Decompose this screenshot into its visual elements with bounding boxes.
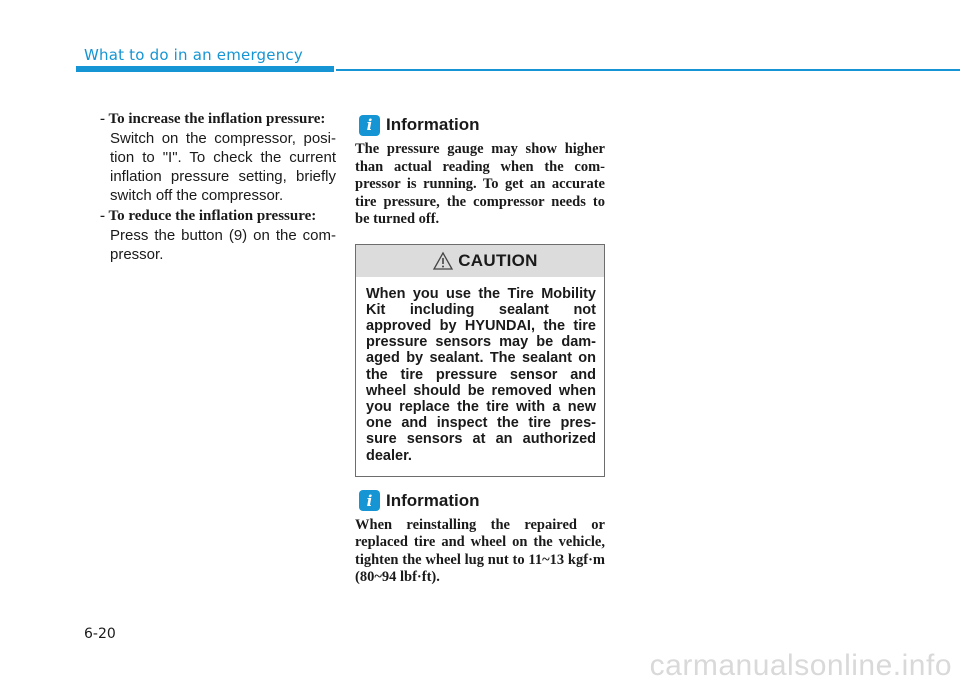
info-icon: i <box>359 115 380 136</box>
header-rule <box>336 69 960 71</box>
information-note <box>355 112 605 229</box>
information-heading <box>355 112 605 138</box>
information-text: The pressure gauge may show higher than actual reading when the com-pressor is running. To get an accurate tire pressure, the compressor needs to be turned off. <box>355 141 605 227</box>
left-column <box>100 110 336 266</box>
list-item <box>100 207 336 264</box>
header-accent-bar <box>76 66 334 72</box>
information-text: When reinstalling the repaired or replaced tire and wheel on the vehicle, tighten the wheel lug nut to 11~13 kgf·m (80~94 lbf·ft). <box>355 516 605 586</box>
page-number: 6-20 <box>84 626 116 642</box>
right-column <box>355 112 605 587</box>
list-item-text: Press the button (9) on the com-pressor. <box>110 227 336 263</box>
caution-box <box>355 244 605 477</box>
warning-triangle-icon <box>432 251 454 271</box>
information-title: Information <box>386 115 480 134</box>
information-heading <box>355 488 605 514</box>
watermark: carmanualsonline.info <box>649 649 952 682</box>
list-item-heading: - To increase the inflation pressure: <box>100 111 326 127</box>
caution-header <box>356 245 604 277</box>
information-note <box>355 488 605 587</box>
information-title: Information <box>386 490 480 510</box>
caution-title: CAUTION <box>458 250 538 270</box>
list-item-text: Switch on the compressor, posi-tion to "I". To check the current inflation pressure setting, briefly switch off the compressor. <box>110 130 336 204</box>
list-item <box>100 110 336 205</box>
section-title: What to do in an emergency <box>84 46 303 64</box>
info-icon: i <box>359 490 380 511</box>
list-item-heading: - To reduce the inflation pressure: <box>100 208 317 224</box>
caution-text: When you use the Tire Mobility Kit including sealant not approved by HYUNDAI, the tire pressure sensors may be dam-aged by sealant. The sealant on the tire pressure sensor and wheel should be removed when you replace the tire with a new one and inspect the tire pres-sure sensors at an authorized dealer. <box>366 285 596 464</box>
